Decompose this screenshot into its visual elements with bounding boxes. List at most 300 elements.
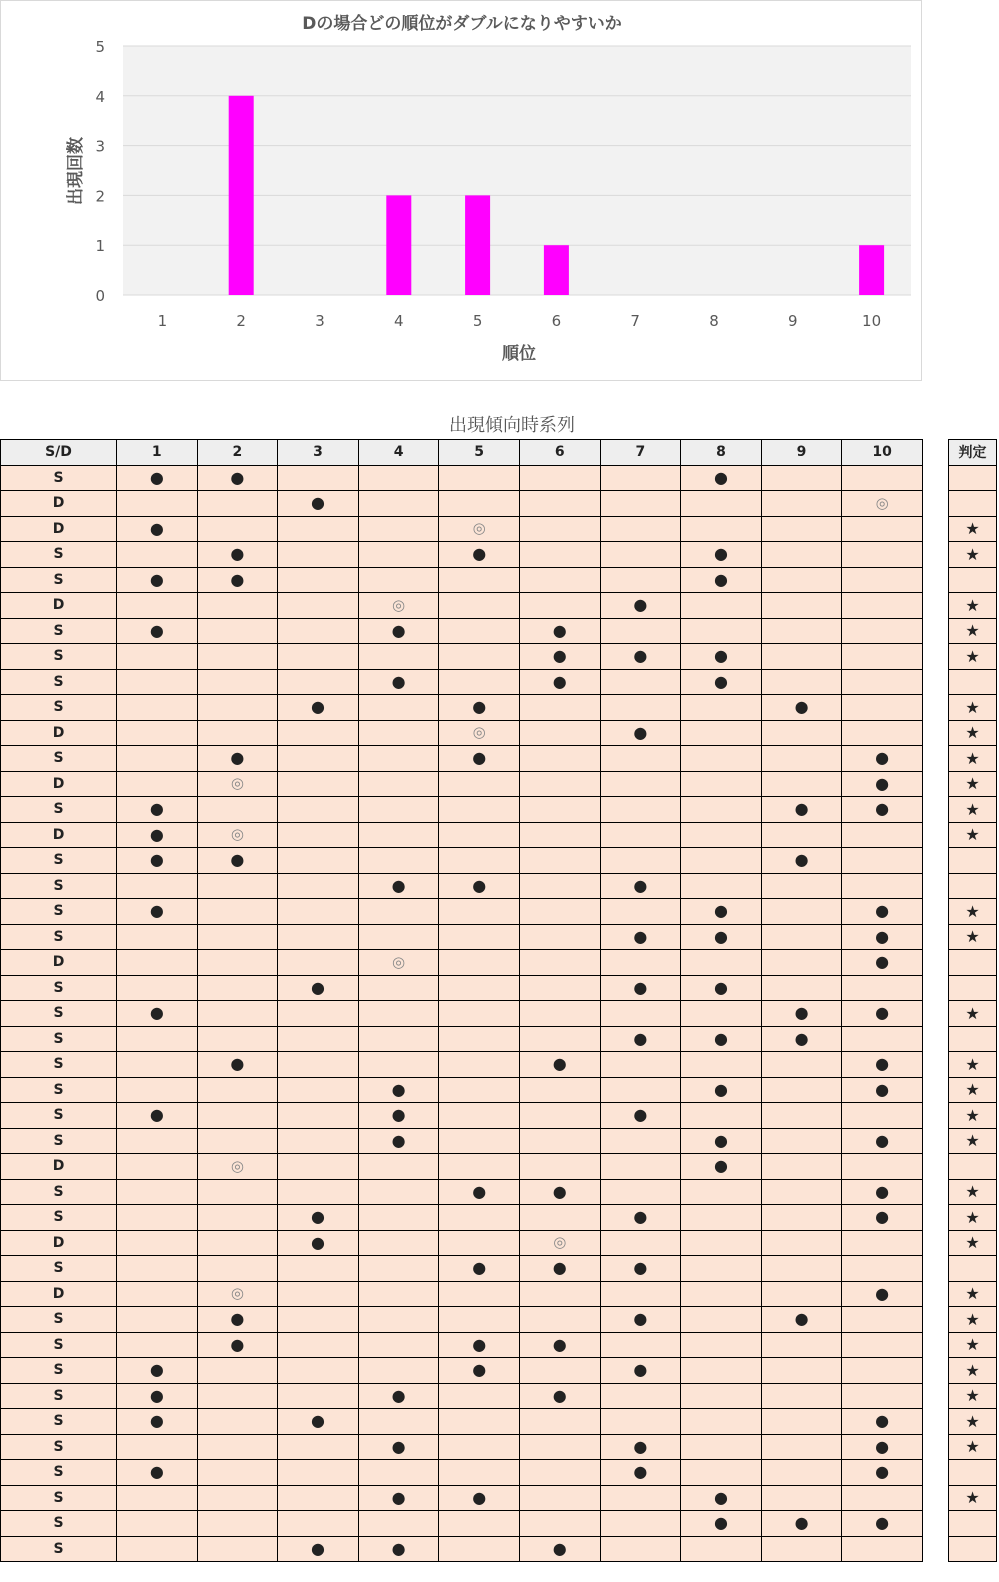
empty-cell — [842, 873, 923, 899]
empty-cell — [439, 1536, 520, 1562]
empty-cell — [358, 1409, 439, 1435]
empty-cell — [761, 1434, 842, 1460]
dot-mark: ● — [681, 1026, 762, 1052]
empty-cell — [358, 1001, 439, 1027]
table-row — [1, 1332, 923, 1358]
empty-cell — [761, 1383, 842, 1409]
empty-cell — [519, 1026, 600, 1052]
x-tick-label: 9 — [788, 312, 798, 330]
judge-row — [949, 644, 997, 670]
table-body — [1, 465, 923, 1562]
y-tick-label: 1 — [95, 237, 105, 256]
sd-cell: D — [1, 516, 117, 542]
x-tick-label: 7 — [630, 312, 640, 330]
empty-cell — [358, 1154, 439, 1180]
empty-cell — [117, 771, 198, 797]
judge-row — [949, 1077, 997, 1103]
empty-cell — [278, 822, 359, 848]
sd-cell: S — [1, 1409, 117, 1435]
x-tick-label: 8 — [709, 312, 719, 330]
dot-mark: ● — [117, 618, 198, 644]
double-mark: ◎ — [842, 491, 923, 517]
empty-cell — [117, 1281, 198, 1307]
bar-5 — [465, 195, 490, 295]
empty-cell — [761, 1077, 842, 1103]
empty-cell — [519, 1485, 600, 1511]
sd-cell: S — [1, 1052, 117, 1078]
empty-cell — [681, 822, 762, 848]
empty-cell — [117, 720, 198, 746]
empty-cell — [117, 593, 198, 619]
star-mark: ★ — [949, 1001, 997, 1027]
empty-cell — [519, 465, 600, 491]
empty-cell — [197, 1001, 278, 1027]
empty-cell — [681, 1103, 762, 1129]
sd-cell: S — [1, 1332, 117, 1358]
empty-cell — [519, 1001, 600, 1027]
bar-2 — [229, 96, 254, 295]
y-tick-label: 5 — [95, 38, 105, 56]
bar-6 — [544, 245, 569, 295]
empty-cell — [681, 1332, 762, 1358]
dot-mark: ● — [600, 1103, 681, 1129]
empty-cell — [842, 1536, 923, 1562]
empty-cell — [278, 1077, 359, 1103]
empty-judge-cell — [949, 975, 997, 1001]
empty-cell — [117, 1536, 198, 1562]
empty-cell — [600, 567, 681, 593]
dot-mark: ● — [842, 771, 923, 797]
empty-cell — [278, 516, 359, 542]
dot-mark: ● — [197, 1307, 278, 1333]
judge-row — [949, 822, 997, 848]
star-mark: ★ — [949, 644, 997, 670]
empty-cell — [600, 950, 681, 976]
empty-cell — [439, 1001, 520, 1027]
empty-cell — [681, 848, 762, 874]
dot-mark: ● — [278, 1536, 359, 1562]
empty-cell — [439, 1511, 520, 1537]
empty-cell — [358, 771, 439, 797]
empty-cell — [681, 1179, 762, 1205]
dot-mark: ● — [600, 1026, 681, 1052]
empty-cell — [117, 1434, 198, 1460]
table-row — [1, 1128, 923, 1154]
sd-cell: S — [1, 1256, 117, 1282]
dot-mark: ● — [439, 1358, 520, 1384]
table-row — [1, 797, 923, 823]
empty-cell — [842, 975, 923, 1001]
dot-mark: ● — [842, 1511, 923, 1537]
judge-row — [949, 695, 997, 721]
empty-cell — [439, 1103, 520, 1129]
empty-cell — [439, 1307, 520, 1333]
empty-cell — [681, 1256, 762, 1282]
table-row — [1, 1256, 923, 1282]
star-mark: ★ — [949, 1077, 997, 1103]
empty-cell — [117, 695, 198, 721]
empty-cell — [278, 1358, 359, 1384]
sd-cell: S — [1, 746, 117, 772]
empty-cell — [278, 1128, 359, 1154]
empty-cell — [439, 1460, 520, 1486]
empty-judge-cell — [949, 1511, 997, 1537]
judge-row — [949, 1230, 997, 1256]
empty-cell — [761, 567, 842, 593]
rank-header: 3 — [278, 440, 359, 466]
x-tick-label: 10 — [862, 312, 882, 330]
star-mark: ★ — [949, 822, 997, 848]
sd-cell: D — [1, 1154, 117, 1180]
sd-cell: S — [1, 797, 117, 823]
star-mark: ★ — [949, 1052, 997, 1078]
sd-cell: S — [1, 644, 117, 670]
empty-cell — [681, 1230, 762, 1256]
empty-cell — [600, 848, 681, 874]
empty-cell — [761, 924, 842, 950]
empty-cell — [681, 797, 762, 823]
dot-mark: ● — [681, 1485, 762, 1511]
dot-mark: ● — [439, 1485, 520, 1511]
empty-cell — [439, 1026, 520, 1052]
dot-mark: ● — [519, 644, 600, 670]
table-row — [1, 1358, 923, 1384]
empty-cell — [358, 1205, 439, 1231]
empty-cell — [519, 516, 600, 542]
dot-mark: ● — [519, 1383, 600, 1409]
empty-cell — [681, 771, 762, 797]
empty-cell — [358, 567, 439, 593]
judge-row — [949, 1536, 997, 1562]
empty-cell — [197, 1409, 278, 1435]
y-tick-label: 2 — [95, 187, 105, 206]
chart-container — [0, 0, 922, 381]
empty-cell — [600, 1052, 681, 1078]
empty-cell — [278, 644, 359, 670]
judge-row — [949, 1434, 997, 1460]
judge-body — [949, 465, 997, 1562]
star-mark: ★ — [949, 1230, 997, 1256]
empty-judge-cell — [949, 567, 997, 593]
empty-cell — [278, 1256, 359, 1282]
empty-cell — [278, 567, 359, 593]
sd-cell: S — [1, 669, 117, 695]
rank-header: 1 — [117, 440, 198, 466]
dot-mark: ● — [600, 1460, 681, 1486]
empty-cell — [117, 924, 198, 950]
empty-cell — [117, 873, 198, 899]
empty-judge-cell — [949, 465, 997, 491]
empty-cell — [439, 975, 520, 1001]
empty-judge-cell — [949, 848, 997, 874]
dot-mark: ● — [519, 1536, 600, 1562]
empty-cell — [117, 669, 198, 695]
judge-row — [949, 797, 997, 823]
dot-mark: ● — [600, 975, 681, 1001]
empty-cell — [519, 822, 600, 848]
sd-cell: S — [1, 873, 117, 899]
judge-row — [949, 1460, 997, 1486]
table-row — [1, 465, 923, 491]
empty-cell — [278, 848, 359, 874]
empty-cell — [278, 1460, 359, 1486]
empty-cell — [197, 1179, 278, 1205]
star-mark: ★ — [949, 1281, 997, 1307]
empty-cell — [278, 1383, 359, 1409]
empty-cell — [761, 1460, 842, 1486]
empty-cell — [358, 720, 439, 746]
empty-cell — [117, 1332, 198, 1358]
judge-row — [949, 1307, 997, 1333]
dot-mark: ● — [278, 1409, 359, 1435]
table-row — [1, 618, 923, 644]
dot-mark: ● — [681, 1077, 762, 1103]
empty-judge-cell — [949, 1536, 997, 1562]
empty-cell — [117, 950, 198, 976]
empty-cell — [278, 1332, 359, 1358]
empty-cell — [681, 1460, 762, 1486]
empty-cell — [278, 593, 359, 619]
empty-judge-cell — [949, 1154, 997, 1180]
dot-mark: ● — [842, 950, 923, 976]
empty-cell — [519, 1358, 600, 1384]
dot-mark: ● — [600, 593, 681, 619]
table-row — [1, 720, 923, 746]
empty-cell — [197, 1460, 278, 1486]
dot-mark: ● — [519, 1256, 600, 1282]
dot-mark: ● — [197, 1052, 278, 1078]
star-mark: ★ — [949, 899, 997, 925]
dot-mark: ● — [842, 1077, 923, 1103]
empty-cell — [761, 1205, 842, 1231]
x-tick-label: 5 — [472, 312, 483, 330]
empty-cell — [519, 593, 600, 619]
rank-header: 9 — [761, 440, 842, 466]
table-row — [1, 1077, 923, 1103]
dot-mark: ● — [842, 1001, 923, 1027]
empty-cell — [358, 542, 439, 568]
dot-mark: ● — [117, 797, 198, 823]
empty-cell — [600, 669, 681, 695]
empty-cell — [761, 771, 842, 797]
empty-cell — [117, 1052, 198, 1078]
dot-mark: ● — [600, 924, 681, 950]
empty-cell — [761, 1052, 842, 1078]
empty-judge-cell — [949, 491, 997, 517]
empty-cell — [600, 695, 681, 721]
bar-10 — [859, 245, 884, 295]
empty-cell — [278, 542, 359, 568]
empty-cell — [761, 618, 842, 644]
empty-cell — [681, 695, 762, 721]
table-row — [1, 644, 923, 670]
empty-cell — [842, 567, 923, 593]
empty-cell — [439, 1434, 520, 1460]
dot-mark: ● — [358, 1077, 439, 1103]
sd-cell: D — [1, 1281, 117, 1307]
empty-cell — [278, 797, 359, 823]
empty-cell — [358, 975, 439, 1001]
dot-mark: ● — [519, 618, 600, 644]
empty-cell — [519, 1077, 600, 1103]
table-row — [1, 593, 923, 619]
empty-cell — [519, 950, 600, 976]
dot-mark: ● — [439, 1332, 520, 1358]
table-row — [1, 924, 923, 950]
empty-cell — [439, 1154, 520, 1180]
dot-mark: ● — [600, 720, 681, 746]
dot-mark: ● — [117, 465, 198, 491]
judge-row — [949, 950, 997, 976]
judge-row — [949, 1128, 997, 1154]
empty-cell — [519, 1281, 600, 1307]
empty-cell — [278, 1052, 359, 1078]
empty-cell — [842, 1256, 923, 1282]
empty-cell — [519, 873, 600, 899]
empty-cell — [842, 1154, 923, 1180]
empty-cell — [358, 848, 439, 874]
dot-mark: ● — [681, 924, 762, 950]
chart-title: Dの場合どの順位がダブルになりやすいか — [302, 14, 622, 34]
sd-cell: S — [1, 1434, 117, 1460]
empty-cell — [761, 1179, 842, 1205]
empty-cell — [358, 797, 439, 823]
judge-row — [949, 746, 997, 772]
empty-cell — [842, 465, 923, 491]
dot-mark: ● — [681, 899, 762, 925]
dot-mark: ● — [197, 542, 278, 568]
empty-cell — [761, 1536, 842, 1562]
empty-cell — [519, 746, 600, 772]
table-row — [1, 491, 923, 517]
table-row — [1, 873, 923, 899]
dot-mark: ● — [600, 873, 681, 899]
empty-cell — [519, 1511, 600, 1537]
empty-cell — [197, 797, 278, 823]
empty-cell — [842, 669, 923, 695]
empty-cell — [278, 1154, 359, 1180]
empty-judge-cell — [949, 1256, 997, 1282]
rank-header: 7 — [600, 440, 681, 466]
empty-cell — [519, 720, 600, 746]
star-mark: ★ — [949, 1434, 997, 1460]
empty-cell — [439, 950, 520, 976]
empty-judge-cell — [949, 1460, 997, 1486]
empty-cell — [519, 491, 600, 517]
table-row — [1, 1511, 923, 1537]
double-mark: ◎ — [358, 950, 439, 976]
empty-cell — [358, 1281, 439, 1307]
sd-cell: S — [1, 1179, 117, 1205]
table-row — [1, 899, 923, 925]
judge-row — [949, 1485, 997, 1511]
dot-mark: ● — [842, 1409, 923, 1435]
dot-mark: ● — [117, 1460, 198, 1486]
empty-cell — [600, 491, 681, 517]
empty-cell — [278, 465, 359, 491]
star-mark: ★ — [949, 1103, 997, 1129]
dot-mark: ● — [358, 1383, 439, 1409]
empty-cell — [761, 465, 842, 491]
dot-mark: ● — [761, 848, 842, 874]
empty-cell — [197, 644, 278, 670]
empty-cell — [278, 720, 359, 746]
star-mark: ★ — [949, 1332, 997, 1358]
sd-cell: D — [1, 771, 117, 797]
table-row — [1, 1460, 923, 1486]
star-mark: ★ — [949, 771, 997, 797]
empty-cell — [761, 1485, 842, 1511]
empty-cell — [278, 873, 359, 899]
table-row — [1, 1383, 923, 1409]
empty-cell — [842, 1485, 923, 1511]
x-tick-label: 3 — [315, 312, 325, 330]
rank-header: 8 — [681, 440, 762, 466]
empty-cell — [117, 644, 198, 670]
empty-cell — [842, 516, 923, 542]
x-tick-label: 6 — [551, 312, 562, 330]
table-row — [1, 695, 923, 721]
table-row — [1, 848, 923, 874]
empty-cell — [761, 1281, 842, 1307]
empty-cell — [117, 1179, 198, 1205]
empty-cell — [197, 669, 278, 695]
table-row — [1, 1434, 923, 1460]
dot-mark: ● — [197, 567, 278, 593]
dot-mark: ● — [117, 1383, 198, 1409]
empty-cell — [842, 593, 923, 619]
empty-cell — [278, 1026, 359, 1052]
empty-cell — [761, 669, 842, 695]
sd-cell: D — [1, 822, 117, 848]
empty-cell — [600, 1536, 681, 1562]
empty-cell — [439, 1205, 520, 1231]
empty-cell — [761, 516, 842, 542]
empty-cell — [117, 1307, 198, 1333]
empty-cell — [197, 618, 278, 644]
empty-cell — [358, 695, 439, 721]
empty-cell — [600, 1332, 681, 1358]
judge-row — [949, 567, 997, 593]
empty-cell — [117, 1511, 198, 1537]
star-mark: ★ — [949, 797, 997, 823]
empty-cell — [519, 899, 600, 925]
dot-mark: ● — [117, 1358, 198, 1384]
empty-cell — [519, 848, 600, 874]
empty-cell — [600, 1154, 681, 1180]
empty-cell — [600, 1179, 681, 1205]
empty-cell — [278, 1307, 359, 1333]
empty-cell — [439, 899, 520, 925]
empty-cell — [278, 1281, 359, 1307]
empty-cell — [600, 618, 681, 644]
dot-mark: ● — [842, 1179, 923, 1205]
table-row — [1, 1052, 923, 1078]
empty-cell — [197, 975, 278, 1001]
dot-mark: ● — [519, 1179, 600, 1205]
empty-cell — [278, 1179, 359, 1205]
star-mark: ★ — [949, 1307, 997, 1333]
dot-mark: ● — [117, 516, 198, 542]
empty-cell — [681, 1205, 762, 1231]
sd-cell: S — [1, 975, 117, 1001]
empty-cell — [439, 822, 520, 848]
empty-cell — [358, 1256, 439, 1282]
dot-mark: ● — [681, 567, 762, 593]
dot-mark: ● — [600, 1205, 681, 1231]
empty-cell — [358, 924, 439, 950]
dot-mark: ● — [439, 746, 520, 772]
